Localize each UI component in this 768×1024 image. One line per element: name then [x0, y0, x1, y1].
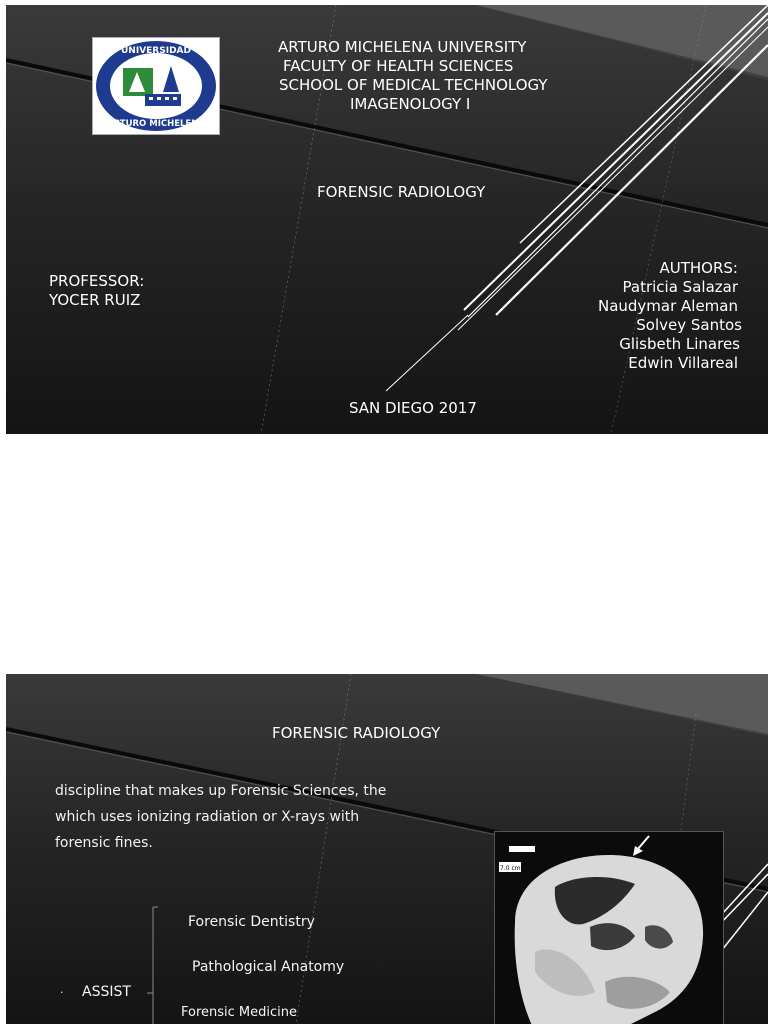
assist-label: ASSIST: [82, 984, 131, 1000]
place-year: SAN DIEGO 2017: [349, 399, 477, 417]
professor-name: YOCER RUIZ: [49, 291, 141, 309]
assist-item: Forensic Dentistry: [188, 914, 315, 930]
slide-title: FORENSIC RADIOLOGY: [317, 183, 486, 201]
author-name: Glisbeth Linares: [619, 335, 740, 353]
definition-line: which uses ionizing radiation or X-rays with: [55, 809, 360, 825]
definition-line: discipline that makes up Forensic Sciences, the: [55, 783, 387, 799]
assist-item: Forensic Medicine: [181, 1005, 298, 1020]
definition-text: [55, 778, 386, 856]
skull-xray-image: [494, 831, 724, 1024]
institution-line-4: IMAGENOLOGY I: [350, 95, 471, 113]
author-name: Patricia Salazar: [622, 278, 738, 296]
university-logo: [92, 37, 220, 135]
measurement-label: 7.0 cm: [500, 865, 521, 872]
author-name: Edwin Villareal: [628, 354, 738, 372]
assist-item: Pathological Anatomy: [192, 959, 345, 975]
title-slide: [6, 5, 768, 434]
author-name: Naudymar Aleman: [597, 297, 738, 315]
logo-top-text: UNIVERSIDAD: [121, 46, 191, 56]
slide-title: FORENSIC RADIOLOGY: [272, 724, 441, 742]
bullet-dot: .: [60, 983, 64, 996]
professor-label: PROFESSOR:: [49, 272, 145, 290]
logo-bottom-text: ARTURO MICHELENA: [107, 119, 205, 129]
institution-line-2: FACULTY OF HEALTH SCIENCES: [283, 57, 514, 75]
definition-line: forensic fines.: [55, 835, 153, 851]
institution-line-3: SCHOOL OF MEDICAL TECHNOLOGY: [279, 76, 548, 94]
author-name: Solvey Santos: [636, 316, 742, 334]
content-slide: [6, 674, 768, 1024]
authors-label: AUTHORS:: [659, 259, 738, 277]
institution-line-1: ARTURO MICHELENA UNIVERSITY: [278, 38, 527, 56]
